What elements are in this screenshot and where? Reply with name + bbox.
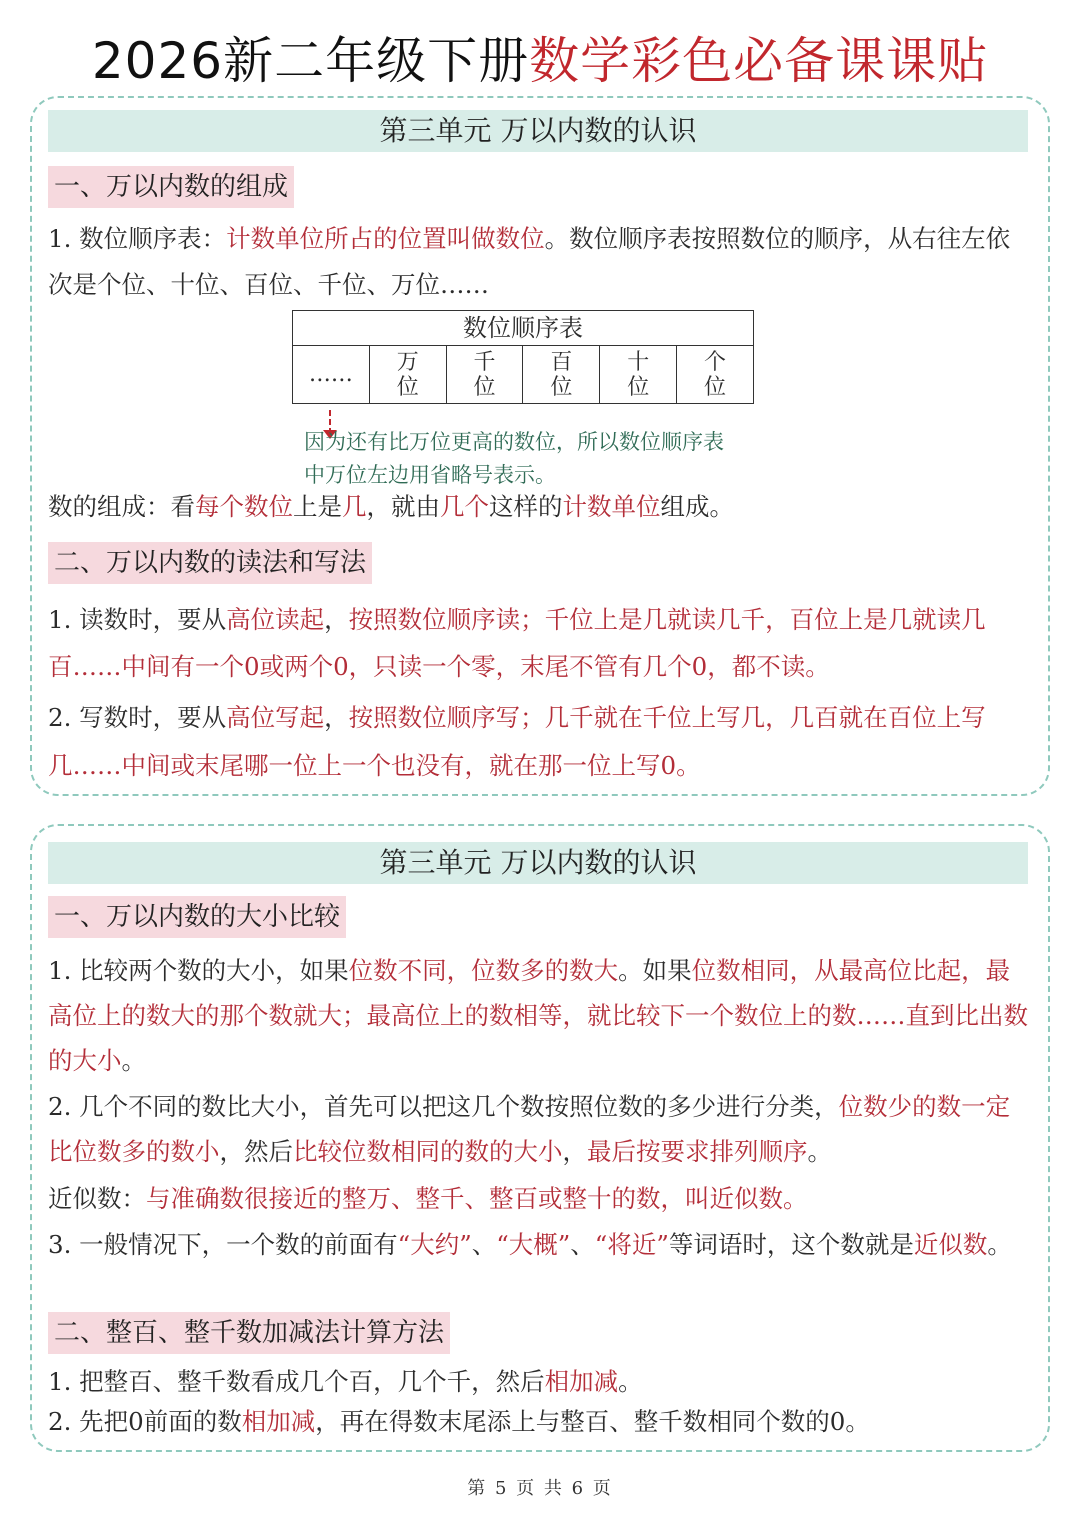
approximate-number-definition: 近似数：与准确数很接近的整万、整千、整百或整十的数，叫近似数。	[48, 1184, 808, 1213]
unit-card-2	[30, 824, 1050, 1452]
unit-header: 第三单元 万以内数的认识	[48, 842, 1028, 884]
place-value-cell: 十位	[599, 346, 676, 403]
reading-rule: 1. 读数时，要从高位读起，按照数位顺序读；千位上是几就读几千，百位上是几就读几百……中间有一个0或两个0，只读一个零，末尾不管有几个0，都不读。	[48, 605, 986, 681]
place-value-table-row	[293, 346, 753, 403]
section-heading-addition-subtraction: 二、整百、整千数加减法计算方法	[48, 1312, 450, 1354]
unit-header: 第三单元 万以内数的认识	[48, 110, 1028, 152]
place-value-cell: 百位	[522, 346, 599, 403]
method-step-1: 1. 把整百、整千数看成几个百，几个千，然后相加减。	[48, 1367, 643, 1396]
section-heading-comparison: 一、万以内数的大小比较	[48, 896, 346, 938]
place-value-cell: 千位	[446, 346, 523, 403]
place-value-definition: 1. 数位顺序表：计数单位所占的位置叫做数位。数位顺序表按照数位的顺序，从右往左依次是个位、十位、百位、千位、万位……	[48, 224, 1011, 299]
place-value-table-title: 数位顺序表	[293, 311, 753, 346]
place-value-cell: 个位	[676, 346, 753, 403]
place-value-cell: ……	[308, 362, 353, 387]
section-heading-composition: 一、万以内数的组成	[48, 166, 294, 208]
compare-two-numbers: 1. 比较两个数的大小，如果位数不同，位数多的数大。如果位数相同，从最高位比起，最高位上的数大的那个数就大；最高位上的数相等，就比较下一个数位上的数……直到比出数的大小。	[48, 956, 1028, 1075]
page-footer: 第 5 页 共 6 页	[467, 1478, 613, 1499]
unit-card-1	[30, 96, 1050, 796]
method-step-2: 2. 先把0前面的数相加减，再在得数末尾添上与整百、整千数相同个数的0。	[48, 1407, 870, 1436]
approximate-number-keywords: 3. 一般情况下，一个数的前面有“大约”、“大概”、“将近”等词语时，这个数就是近似数。	[48, 1230, 1012, 1259]
number-composition-rule: 数的组成：看每个数位上是几，就由几个这样的计数单位组成。	[48, 492, 734, 521]
page-title: 2026新二年级下册数学彩色必备课课贴	[91, 32, 989, 90]
ellipsis-note: 因为还有比万位更高的数位，所以数位顺序表中万位左边用省略号表示。	[304, 430, 724, 487]
compare-several-numbers: 2. 几个不同的数比大小，首先可以把这几个数按照位数的多少进行分类，位数少的数一定比位数多的数小，然后比较位数相同的数的大小，最后按要求排列顺序。	[48, 1092, 1011, 1166]
place-value-cell: 万位	[369, 346, 446, 403]
place-value-table	[292, 310, 754, 404]
writing-rule: 2. 写数时，要从高位写起，按照数位顺序写；几千就在千位上写几，几百就在百位上写几……中间或末尾哪一位上一个也没有，就在那一位上写0。	[48, 703, 986, 780]
section-heading-read-write: 二、万以内数的读法和写法	[48, 542, 372, 584]
